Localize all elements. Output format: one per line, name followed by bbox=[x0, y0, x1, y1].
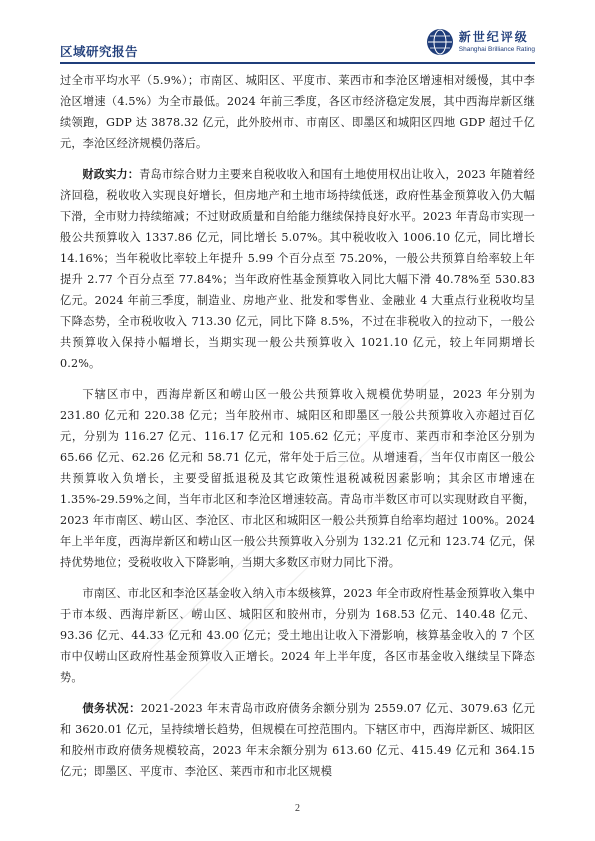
paragraph-fund-revenue bbox=[60, 583, 535, 688]
document-body bbox=[60, 70, 535, 792]
paragraph-debt-status bbox=[60, 698, 535, 782]
globe-logo-icon bbox=[426, 28, 454, 56]
paragraph-district-revenue bbox=[60, 384, 535, 573]
page-number: 2 bbox=[295, 803, 300, 814]
section-lead-debt: 债务状况： bbox=[82, 701, 141, 715]
paragraph-text: 市南区、市北区和李沧区基金收入纳入市本级核算，2023 年全市政府性基金预算收入集中于市本级、西海岸新区、崂山区、城阳区和胶州市，分别为 168.53 亿元、140.48 亿元、93.36 亿元、44.33 亿元和 43.00 亿元；受土地出让收入下滑影响，核算基金收入的 7 个区市中仅崂山区政府性基金预算收入正增长。2024 年上半年度，各区市基金收入继续呈下降态势。 bbox=[60, 587, 535, 684]
paragraph-fiscal-strength bbox=[60, 164, 535, 374]
paragraph-text: 2021-2023 年末青岛市政府债务余额分别为 2559.07 亿元、3079.63 亿元和 3620.01 亿元，呈持续增长趋势，但规模在可控范围内。下辖区市中，西海岸新区、城阳区和胶州市政府债务规模较高，2023 年末余额分别为 613.60 亿元、415.49 亿元和 364.15 亿元；即墨区、平度市、李沧区、莱西市和市北区规模 bbox=[60, 702, 535, 778]
header-title: 区域研究报告 bbox=[60, 44, 139, 59]
paragraph-economy-continued bbox=[60, 70, 535, 154]
logo-chinese-name: 新世纪评级 bbox=[458, 30, 529, 44]
logo-english-name: Shanghai Brilliance Rating bbox=[458, 46, 535, 53]
paragraph-text: 过全市平均水平（5.9%）；市南区、城阳区、平度市、莱西市和李沧区增速相对缓慢，其中李沧区增速（4.5%）为全市最低。2024 年前三季度，各区市经济稳定发展，其中西海岸新区继续领跑，GDP 达 3878.32 亿元，此外胶州市、市南区、即墨区和城阳区四地 GDP 超过千亿元，李沧区经济规模仍落后。 bbox=[60, 74, 535, 150]
brand-logo bbox=[426, 26, 535, 58]
header-divider bbox=[60, 62, 535, 64]
page-header bbox=[60, 26, 535, 60]
section-lead-fiscal: 财政实力： bbox=[82, 167, 140, 181]
paragraph-text: 青岛市综合财力主要来自税收收入和国有土地使用权出让收入，2023 年随着经济回稳，税收收入实现良好增长，但房地产和土地市场持续低迷，政府性基金预算收入仍大幅下滑，全市财力持续缩减；不过财政质量和自给能力继续保持良好水平。2023 年青岛市实现一般公共预算收入 1337.86 亿元，同比增长 5.07%。其中税收收入 1006.10 亿元，同比增长 14.16%；当年税收比率较上年提升 5.99 个百分点至 75.20%，一般公共预算自给率较上年提升 2.77 个百分点至 77.84%；当年政府性基金预算收入同比大幅下滑 40.78%至 530.83 亿元。2024 年前三季度，制造业、房地产业、批发和零售业、金融业 4 大重点行业税收均呈下降态势，全市税收收入 713.30 亿元，同比下降 8.5%，不过在非税收入的拉动下，一般公共预算收入保持小幅增长，当期实现一般公共预算收入 1021.10 亿元，较上年同期增长 0.2%。 bbox=[60, 168, 535, 370]
paragraph-text: 下辖区市中，西海岸新区和崂山区一般公共预算收入规模优势明显，2023 年分别为 231.80 亿元和 220.38 亿元；当年胶州市、城阳区和即墨区一般公共预算收入亦超过百亿元，分别为 116.27 亿元、116.17 亿元和 105.62 亿元；平度市、莱西市和李沧区分别为 65.66 亿元、62.26 亿元和 58.71 亿元，常年处于后三位。从增速看，当年仅市南区一般公共预算收入负增长，主要受留抵退税及其它政策性退税减税因素影响；其余区市增速在 1.35%-29.59%之间，当年市北区和李沧区增速较高。青岛市半数区市可以实现财政自平衡，2023 年市南区、崂山区、李沧区、市北区和城阳区一般公共预算自给率均超过 100%。2024 年上半年度，西海岸新区和崂山区一般公共预算收入分别为 132.21 亿元和 123.74 亿元，保持优势地位；受税收收入下降影响，当期大多数区市财力同比下滑。 bbox=[60, 388, 535, 569]
